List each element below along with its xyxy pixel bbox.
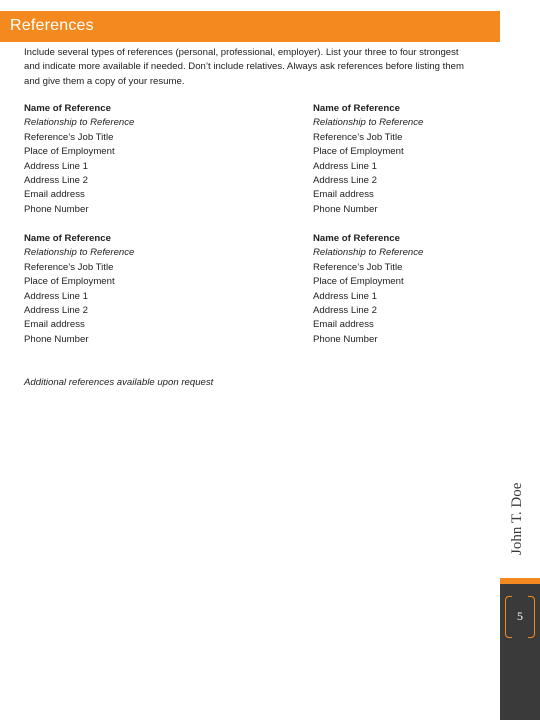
reference-address1: Address Line 1 xyxy=(313,290,377,302)
reference-phone: Phone Number xyxy=(313,203,378,215)
reference-job-title: Reference’s Job Title xyxy=(24,131,114,143)
reference-relationship: Relationship to Reference xyxy=(24,247,135,259)
title-bar xyxy=(0,11,500,42)
reference-block-2 xyxy=(313,102,493,217)
reference-address1: Address Line 1 xyxy=(24,290,88,302)
sidebar-accent-bar xyxy=(500,578,540,584)
reference-name: Name of Reference xyxy=(313,233,400,244)
reference-relationship: Relationship to Reference xyxy=(24,117,135,129)
reference-job-title: Reference’s Job Title xyxy=(24,261,114,273)
reference-block-4 xyxy=(313,232,493,347)
reference-name: Name of Reference xyxy=(313,103,400,114)
additional-references-note: Additional references available upon request xyxy=(24,377,214,388)
reference-block-1 xyxy=(24,102,204,217)
page-number-badge xyxy=(505,596,535,638)
reference-email: Email address xyxy=(313,189,374,201)
page-number: 5 xyxy=(517,609,523,623)
reference-place: Place of Employment xyxy=(313,276,404,288)
reference-email: Email address xyxy=(313,319,374,331)
reference-phone: Phone Number xyxy=(24,333,89,345)
author-name: John T. Doe xyxy=(509,482,525,555)
reference-address1: Address Line 1 xyxy=(313,160,377,172)
reference-address2: Address Line 2 xyxy=(24,175,88,187)
reference-block-3 xyxy=(24,232,204,347)
reference-phone: Phone Number xyxy=(313,333,378,345)
reference-name: Name of Reference xyxy=(24,233,111,244)
intro-paragraph: Include several types of references (personal, professional, employer). List your three to four strongest and indicate more available if needed. Don’t include relatives. Always ask references before listing them and give them a copy of your resume. xyxy=(24,47,464,87)
reference-relationship: Relationship to Reference xyxy=(313,117,424,129)
reference-place: Place of Employment xyxy=(24,146,115,158)
reference-job-title: Reference’s Job Title xyxy=(313,131,403,143)
reference-relationship: Relationship to Reference xyxy=(313,247,424,259)
page-title: References xyxy=(10,17,94,34)
reference-address2: Address Line 2 xyxy=(313,305,377,317)
reference-place: Place of Employment xyxy=(24,276,115,288)
reference-address1: Address Line 1 xyxy=(24,160,88,172)
reference-address2: Address Line 2 xyxy=(313,175,377,187)
reference-job-title: Reference’s Job Title xyxy=(313,261,403,273)
reference-place: Place of Employment xyxy=(313,146,404,158)
reference-phone: Phone Number xyxy=(24,203,89,215)
reference-name: Name of Reference xyxy=(24,103,111,114)
reference-address2: Address Line 2 xyxy=(24,305,88,317)
reference-email: Email address xyxy=(24,189,85,201)
reference-email: Email address xyxy=(24,319,85,331)
